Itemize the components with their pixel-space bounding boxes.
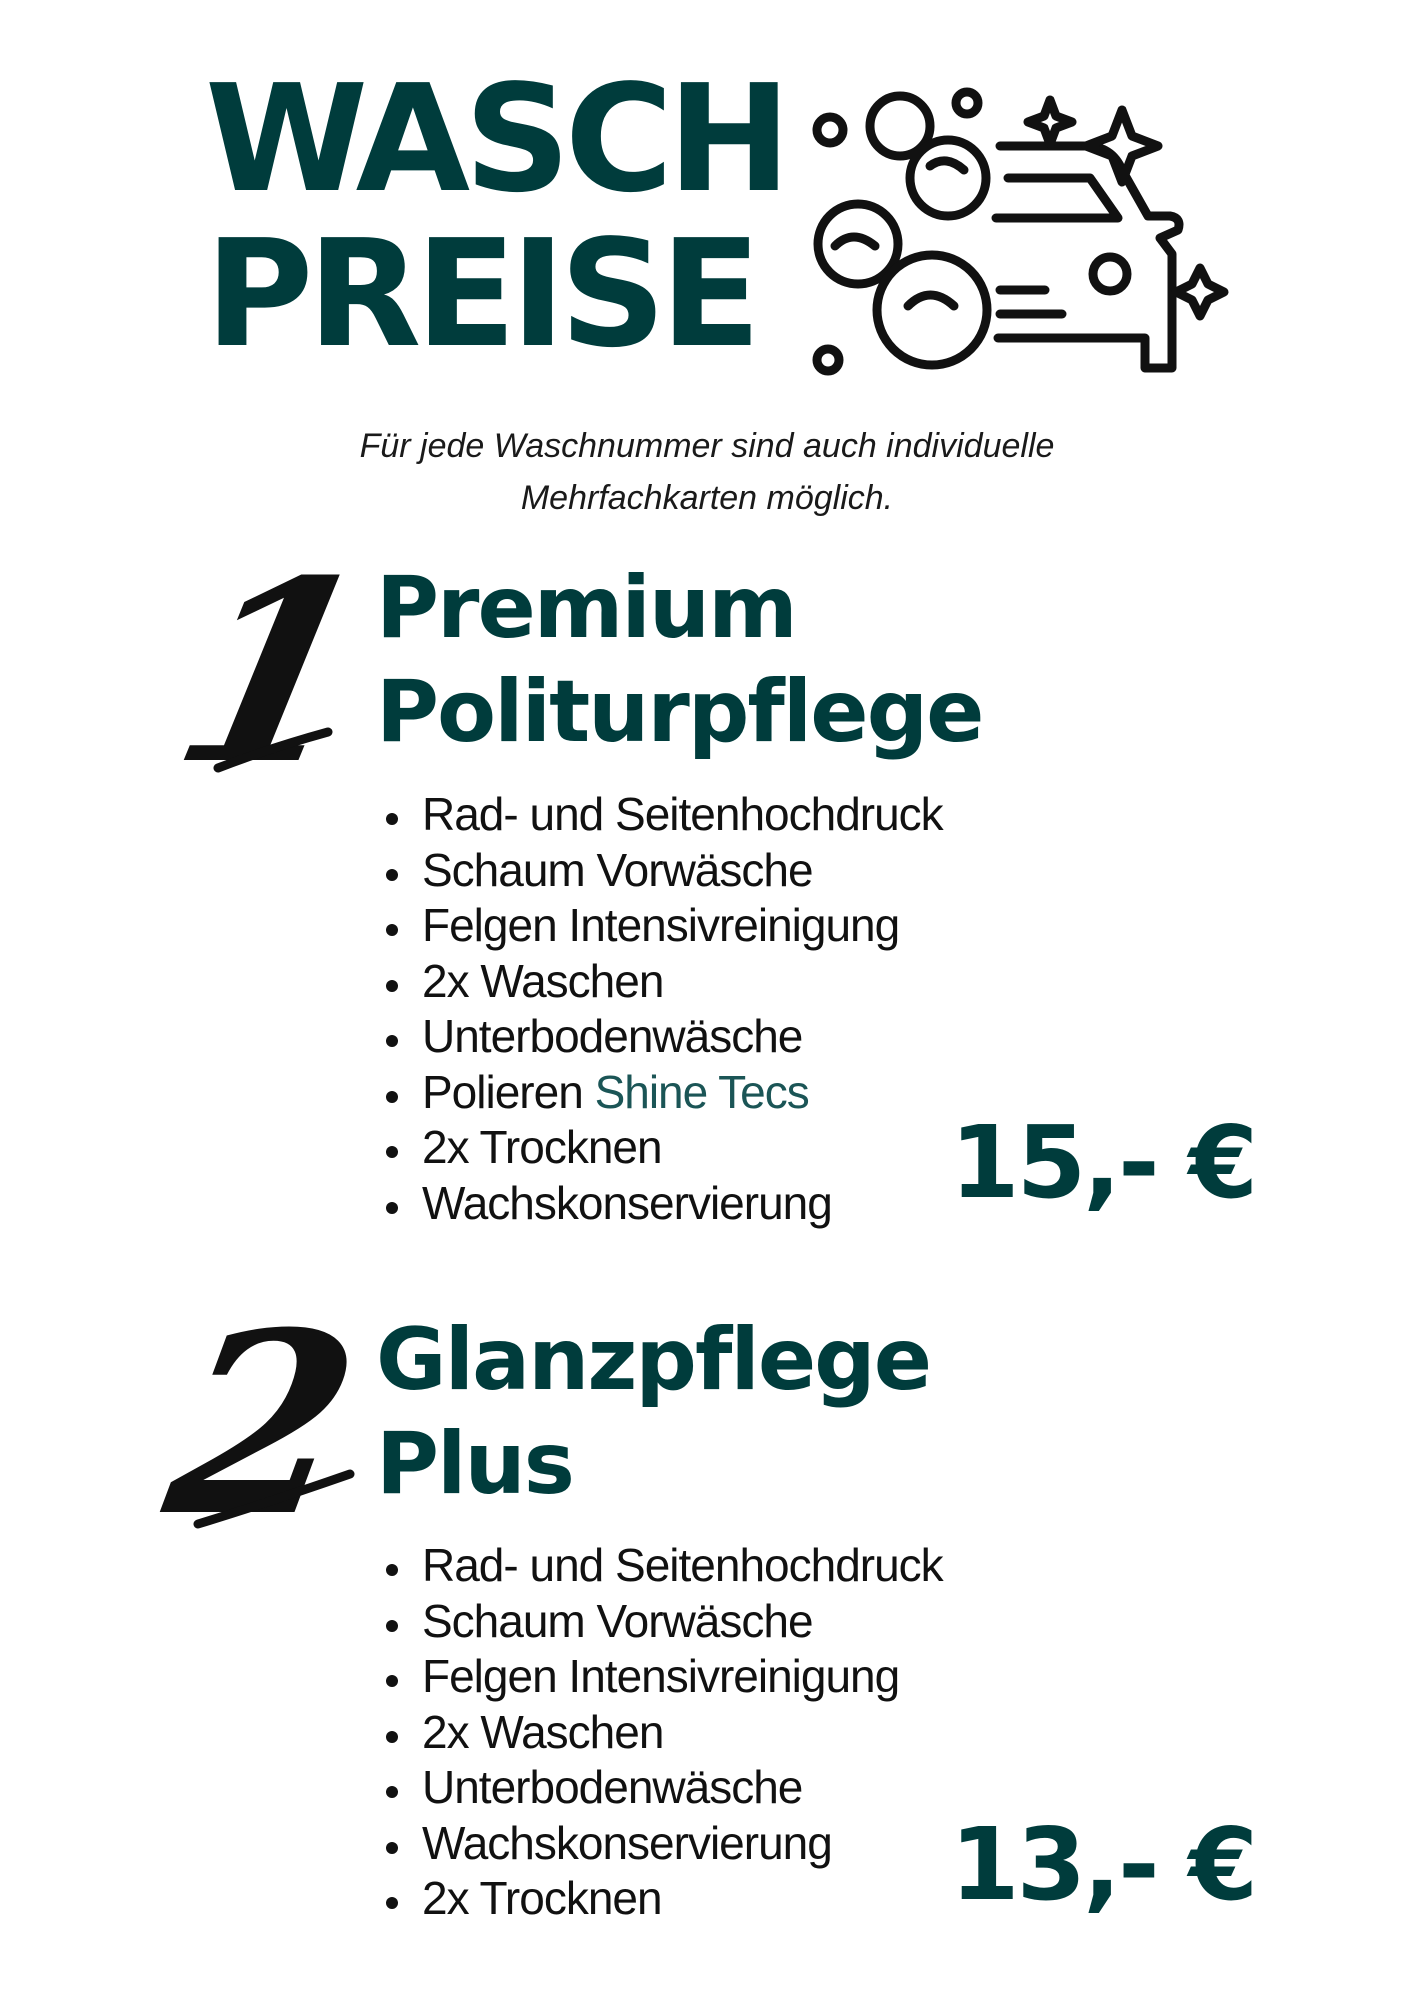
package-1-price: 15,- € bbox=[950, 1104, 1256, 1221]
package-2-feature-list bbox=[376, 1538, 943, 1927]
package-1-feature-list bbox=[376, 787, 943, 1231]
list-item: • Rad- und Seitenhochdruck bbox=[416, 787, 943, 843]
package-1-title-line-1: Premium bbox=[376, 558, 796, 658]
package-number-2-text: 2 bbox=[150, 1277, 377, 1572]
package-number-1-text: 1 bbox=[154, 525, 392, 820]
page-title bbox=[205, 53, 786, 380]
car-wash-bubbles-icon bbox=[800, 78, 1230, 388]
title-line-2: PREISE bbox=[205, 208, 756, 380]
package-number-2 bbox=[150, 1277, 377, 1572]
list-item: • Wachskonservierung bbox=[416, 1816, 943, 1872]
list-item: • 2x Waschen bbox=[416, 1705, 943, 1761]
package-2-title bbox=[376, 1308, 930, 1516]
list-item: • Felgen Intensivreinigung bbox=[416, 898, 943, 954]
package-2-title-line-2: Plus bbox=[376, 1414, 573, 1514]
list-item: • Schaum Vorwäsche bbox=[416, 843, 943, 899]
package-1-title-line-2: Politurpflege bbox=[376, 662, 983, 762]
list-item: • Felgen Intensivreinigung bbox=[416, 1649, 943, 1705]
package-2-title-line-1: Glanzpflege bbox=[376, 1310, 931, 1410]
list-item: • 2x Trocknen bbox=[416, 1120, 943, 1176]
subtitle-line-1: Für jede Waschnummer sind auch individuelle bbox=[359, 427, 1055, 465]
list-item: • Unterbodenwäsche bbox=[416, 1009, 943, 1065]
list-item: • Unterbodenwäsche bbox=[416, 1760, 943, 1816]
list-item: • Wachskonservierung bbox=[416, 1176, 943, 1232]
subtitle-line-2: Mehrfachkarten möglich. bbox=[520, 479, 894, 517]
package-1-title bbox=[376, 556, 983, 764]
subtitle bbox=[0, 420, 1414, 524]
feature-text: Polieren bbox=[422, 1065, 583, 1118]
package-number-1 bbox=[154, 525, 392, 820]
feature-highlight: Shine Tecs bbox=[594, 1065, 809, 1118]
list-item: • Schaum Vorwäsche bbox=[416, 1594, 943, 1650]
title-line-1: WASCH bbox=[205, 53, 786, 225]
list-item: • 2x Waschen bbox=[416, 954, 943, 1010]
list-item: • Rad- und Seitenhochdruck bbox=[416, 1538, 943, 1594]
list-item bbox=[416, 1065, 943, 1121]
list-item: • 2x Trocknen bbox=[416, 1871, 943, 1927]
package-2-price: 13,- € bbox=[950, 1806, 1256, 1923]
